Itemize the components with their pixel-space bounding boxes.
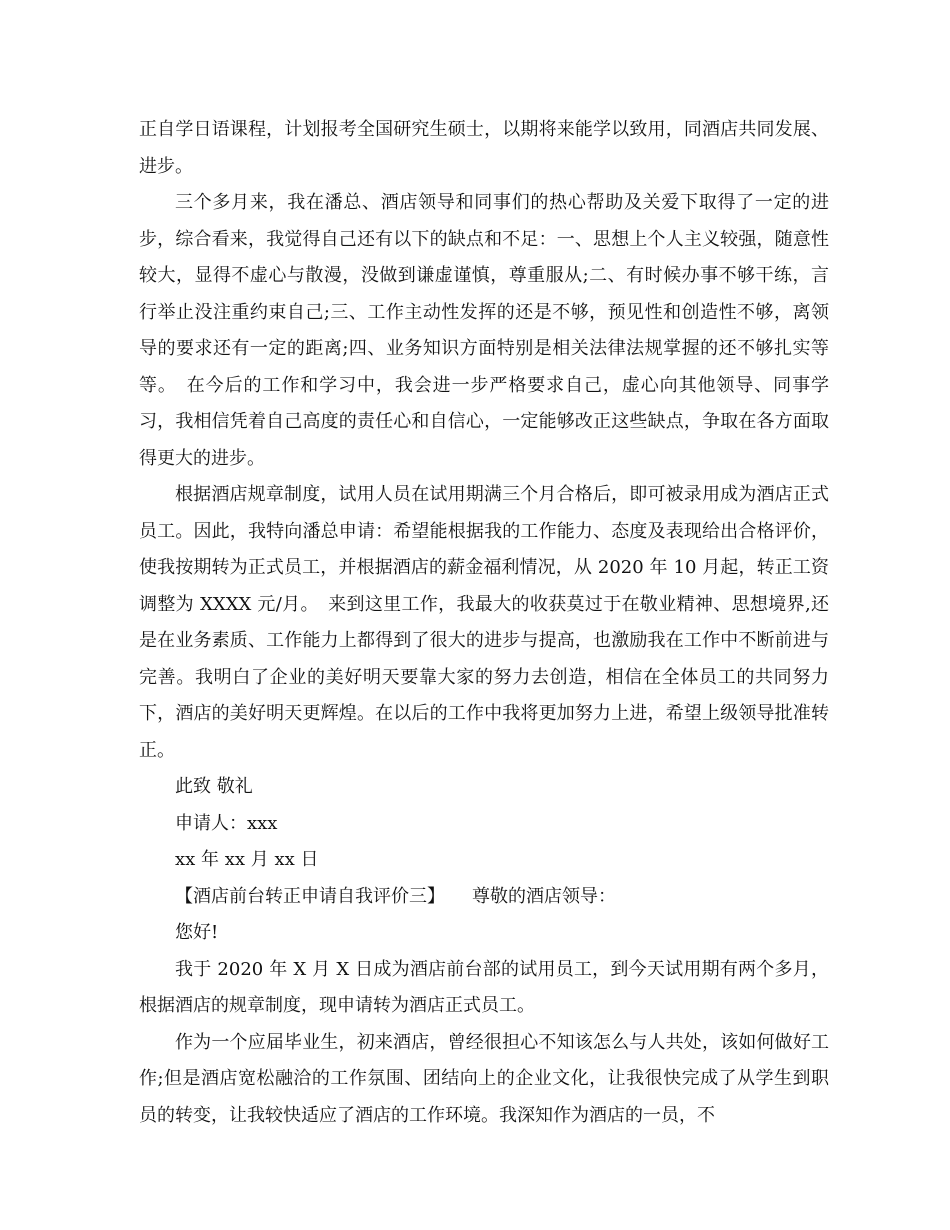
paragraph-trial-intro: 我于 2020 年 X 月 X 日成为酒店前台部的试用员工，到今天试用期有两个多月，根据酒店的规章制度，现申请转为酒店正式员工。 — [139, 958, 829, 1016]
closing-salutation: 此致 敬礼 — [175, 776, 253, 797]
applicant-line: 申请人：xxx — [175, 812, 278, 834]
paragraph-application: 根据酒店规章制度，试用人员在试用期满三个月合格后，即可被录用成为酒店正式员工。因此，我特向潘总申请：希望能根据我的工作能力、态度及表现给出合格评价，使我按期转为正式员工，并根据酒店的薪金福利情况，从 2020 年 10 月起，转正工资调整为 XXXX 元/月。 来到这里工作，我最大的收获莫过于在敬业精神、思想境界,还是在业务素质、工作能力上都得到了很大的进步与提高，也激励我在工作中不断前进与完善。我明白了企业的美好明天要靠大家的努力去创造，相信在全体员工的共同努力下，酒店的美好明天更辉煌。在以后的工作中我将更加努力上进，希望上级领导批准转正。 — [139, 484, 829, 761]
paragraph-continuation: 正自学日语课程，计划报考全国研究生硕士，以期将来能学以致用，同酒店共同发展、进步。 — [139, 119, 829, 177]
date-line: xx 年 xx 月 xx 日 — [175, 849, 319, 870]
document-body — [139, 112, 829, 1134]
section-heading-three: 【酒店前台转正申请自我评价三】 尊敬的酒店领导： — [175, 885, 616, 907]
paragraph-graduate: 作为一个应届毕业生，初来酒店，曾经很担心不知该怎么与人共处，该如何做好工作;但是酒店宽松融洽的工作氛围、团结向上的企业文化，让我很快完成了从学生到职员的转变，让我较快适应了酒店的工作环境。我深知作为酒店的一员，不 — [139, 1031, 829, 1126]
greeting-line: 您好! — [175, 922, 219, 943]
paragraph-shortcomings: 三个多月来，我在潘总、酒店领导和同事们的热心帮助及关爱下取得了一定的进步，综合看来，我觉得自己还有以下的缺点和不足：一、思想上个人主义较强，随意性较大，显得不虚心与散漫，没做到谦虚谨慎，尊重服从;二、有时候办事不够干练，言行举止没注重约束自己;三、工作主动性发挥的还是不够，预见性和创造性不够，离领导的要求还有一定的距离;四、业务知识方面特别是相关法律法规掌握的还不够扎实等等。 在今后的工作和学习中，我会进一步严格要求自己，虚心向其他领导、同事学习，我相信凭着自己高度的责任心和自信心，一定能够改正这些缺点，争取在各方面取得更大的进步。 — [139, 192, 829, 469]
